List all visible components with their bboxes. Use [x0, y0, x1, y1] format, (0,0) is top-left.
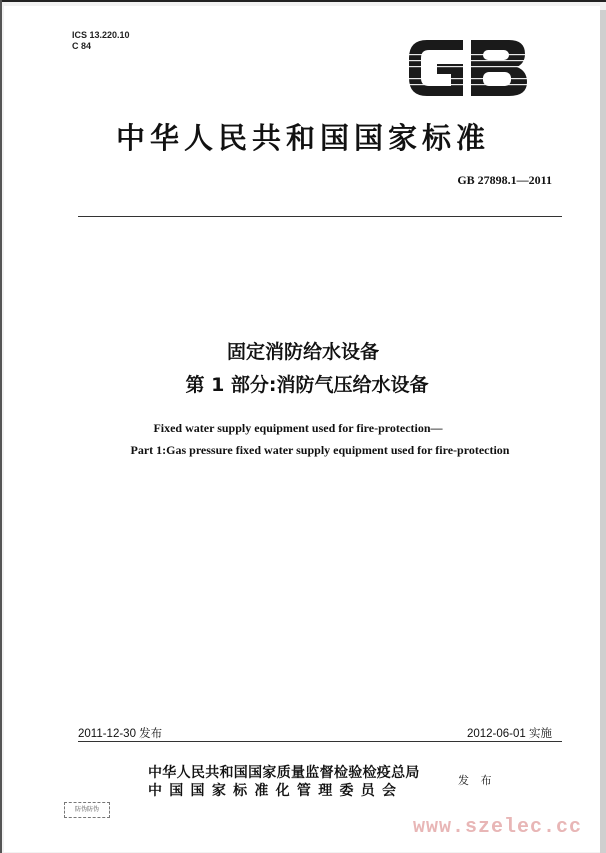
implementation-date: 2012-06-01 实施: [466, 728, 552, 740]
publisher-org-2: 中 国 国 家 标 准 化 管 理 委 员 会: [148, 783, 398, 799]
publisher-org-1: 中华人民共和国国家质量监督检验检疫总局: [148, 765, 420, 781]
top-divider: [78, 216, 562, 217]
standard-number: [457, 173, 552, 188]
cn-title-line2: 第 1 部分:消防气压给水设备: [185, 374, 429, 396]
window-top-edge: [0, 0, 606, 2]
en-title-line1: Fixed water supply equipment used for fire-protection—: [153, 421, 443, 435]
bottom-divider: [78, 741, 562, 742]
site-watermark: www.szelec.cc: [412, 816, 582, 839]
gb-logo: [405, 36, 531, 104]
en-title-line2: Part 1:Gas pressure fixed water supply equipment used for fire-protection: [130, 443, 510, 457]
ics-code: ICS 13.220.10: [72, 30, 130, 40]
ccs-code: C 84: [72, 41, 92, 51]
anti-counterfeit-stamp: 防伪防伪: [64, 802, 110, 818]
publish-label: 发 布: [458, 774, 496, 787]
gb-logo-icon: [405, 36, 531, 100]
cn-title-line1: 固定消防给水设备: [226, 341, 379, 363]
classification-codes: [72, 30, 130, 52]
issue-date: 2011-12-30 发布: [78, 728, 163, 740]
national-standard-heading: 中华人民共和国国家标准: [115, 121, 490, 155]
standard-number-text: GB 27898.1—2011: [457, 173, 552, 187]
